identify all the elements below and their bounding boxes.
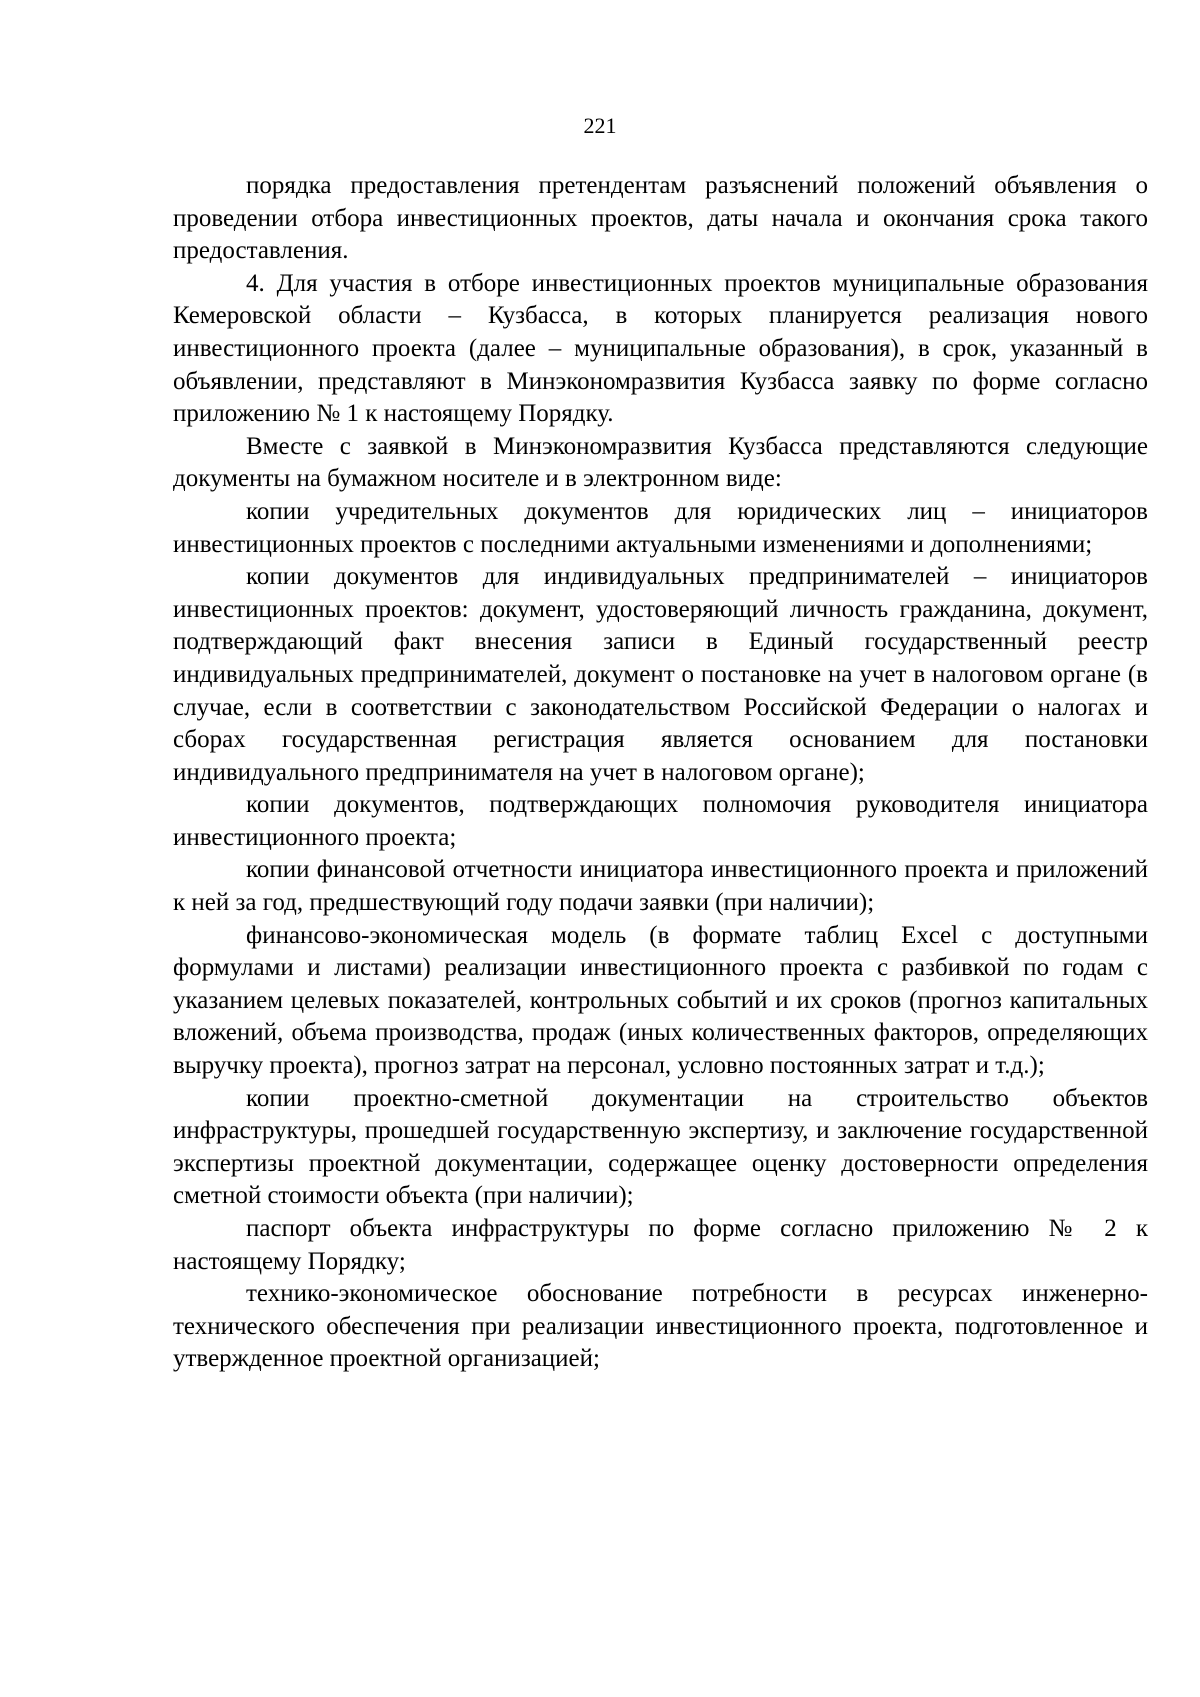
paragraph-6: копии документов, подтверждающих полномочия руководителя инициатора инвестиционного проекта;: [173, 791, 1148, 851]
page-number: 221: [583, 113, 617, 138]
paragraph-4: копии учредительных документов для юридических лиц – инициаторов инвестиционных проектов с последними актуальными изменениями и дополнениями;: [173, 497, 1148, 558]
document-body: [173, 170, 1148, 1376]
paragraph-3: Вместе с заявкой в Минэкономразвития Кузбасса представляются следующие документы на бумажном носителе и в электронном виде:: [173, 432, 1148, 493]
paragraph-9: копии проектно-сметной документации на строительство объектов инфраструктуры, прошедшей государственную экспертизу, и заключение государственной экспертизы проектной документации, содержащее оценку достоверности определения сметной стоимости объекта (при наличии);: [173, 1084, 1148, 1210]
paragraph-2: 4. Для участия в отборе инвестиционных проектов муниципальные образования Кемеровской области – Кузбасса, в которых планируется реализация нового инвестиционного проекта (далее – муниципальные образования), в срок, указанный в объявлении, представляют в Минэкономразвития Кузбасса заявку по форме согласно приложению № 1 к настоящему Порядку.: [173, 269, 1148, 428]
paragraph-8: финансово-экономическая модель (в формате таблиц Excel с доступными формулами и листами) реализации инвестиционного проекта с разбивкой по годам с указанием целевых показателей, контрольных событий и их сроков (прогноз капитальных вложений, объема производства, продаж (иных количественных факторов, определяющих выручку проекта), прогноз затрат на персонал, условно постоянных затрат и т.д.);: [173, 921, 1148, 1080]
paragraph-7: копии финансовой отчетности инициатора инвестиционного проекта и приложений к ней за год, предшествующий году подачи заявки (при наличии);: [173, 856, 1148, 917]
paragraph-11: технико-экономическое обоснование потребности в ресурсах инженерно-технического обеспечения при реализации инвестиционного проекта, подготовленное и утвержденное проектной организацией;: [173, 1280, 1148, 1373]
paragraph-1: порядка предоставления претендентам разъяснений положений объявления о проведении отбора инвестиционных проектов, даты начала и окончания срока такого предоставления.: [173, 172, 1148, 265]
paragraph-5: копии документов для индивидуальных предпринимателей – инициаторов инвестиционных проектов: документ, удостоверяющий личность гражданина, документ, подтверждающий факт внесения записи в Единый государственный реестр индивидуальных предпринимателей, документ о постановке на учет в налоговом органе (в случае, если в соответствии с законодательством Российской Федерации о налогах и сборах государственная регистрация является основанием для постановки индивидуального предпринимателя на учет в налоговом органе);: [173, 563, 1148, 786]
paragraph-10: паспорт объекта инфраструктуры по форме согласно приложению № 2 к настоящему Порядку;: [173, 1215, 1148, 1275]
